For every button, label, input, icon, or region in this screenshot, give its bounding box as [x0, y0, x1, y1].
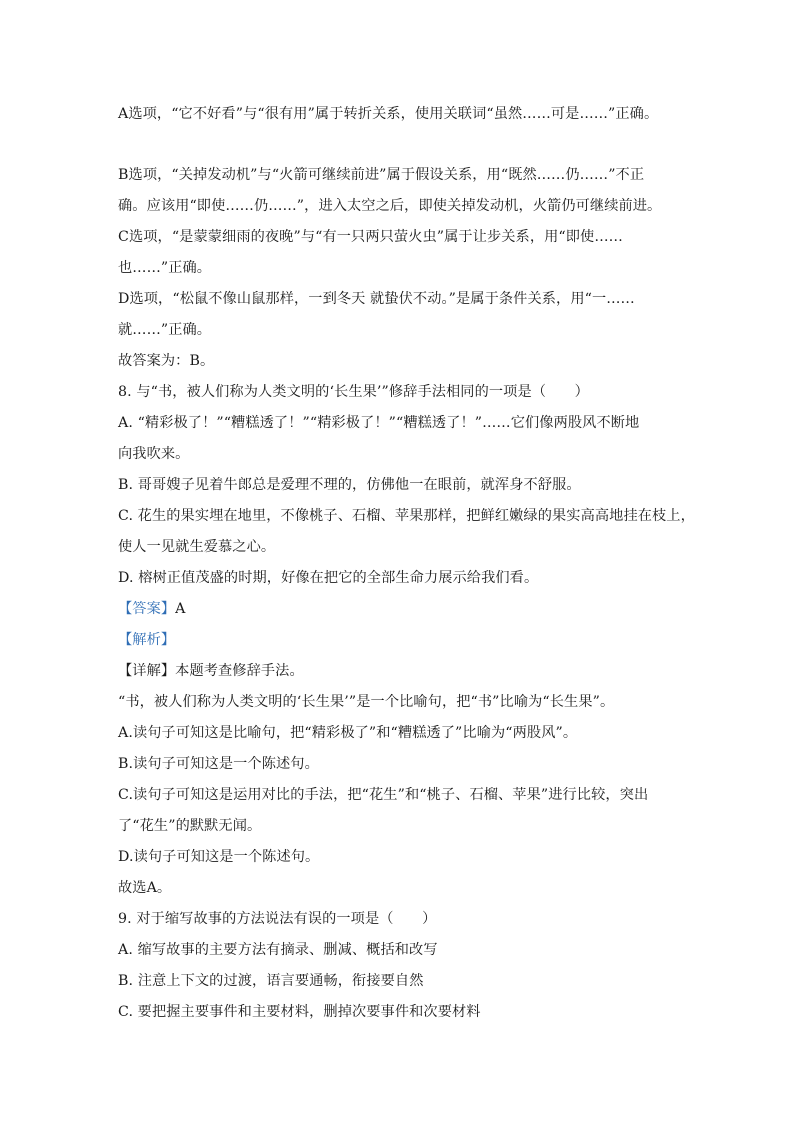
paragraph-line: 故答案为：B。	[118, 353, 215, 369]
paragraph-line: 了“花生”的默默无闻。	[118, 818, 262, 834]
option-line: B. 注意上下文的过渡，语言要通畅，衔接要自然	[118, 973, 424, 989]
option-line: A. 缩写故事的主要方法有摘录、删减、概括和改写	[118, 942, 438, 958]
question-line: 8. 与“书，被人们称为人类文明的‘长生果’”修辞手法相同的一项是（ ）	[118, 384, 589, 400]
paragraph-line: B.读句子可知这是一个陈述句。	[118, 756, 319, 772]
paragraph-line: 故选A。	[118, 880, 172, 896]
option-line: A. “精彩极了！”“糟糕透了！”“精彩极了！”“糟糕透了！”……它们像两股风不断地	[118, 415, 640, 431]
option-line: 向我吹来。	[118, 446, 190, 462]
paragraph-line: A选项，“它不好看”与“很有用”属于转折关系，使用关联词“虽然……可是……”正确。	[118, 106, 659, 122]
option-line: C. 要把握主要事件和主要材料，删掉次要事件和次要材料	[118, 1004, 481, 1020]
detail-tag: 【详解】	[118, 663, 176, 679]
paragraph-line: “书，被人们称为人类文明的‘长生果’”是一个比喻句，把“书”比喻为“长生果”。	[118, 694, 615, 710]
paragraph-line: A.读句子可知这是比喻句，把“精彩极了”和“糟糕透了”比喻为“两股风”。	[118, 725, 578, 741]
paragraph-line: C.读句子可知这是运用对比的手法，把“花生”和“桃子、石榴、苹果”进行比较，突出	[118, 787, 649, 803]
paragraph-line: 就……”正确。	[118, 322, 212, 338]
paragraph-line: D选项，“松鼠不像山鼠那样，一到冬天 就蛰伏不动。”是属于条件关系，用“一……	[118, 291, 635, 307]
answer-tag: 【答案】	[118, 601, 176, 617]
option-line: 使人一见就生爱慕之心。	[118, 539, 276, 555]
question-line: 9. 对于缩写故事的方法说法有误的一项是（ ）	[118, 911, 437, 927]
option-line: C. 花生的果实埋在地里，不像桃子、石榴、苹果那样，把鲜红嫩绿的果实高高地挂在枝上，	[118, 508, 695, 524]
analysis-line	[118, 630, 175, 650]
detail-line	[118, 661, 304, 681]
detail-text: 本题考查修辞手法。	[175, 663, 304, 679]
answer-value: A	[175, 601, 186, 617]
option-line: D. 榕树正值茂盛的时期，好像在把它的全部生命力展示给我们看。	[118, 570, 539, 586]
answer-line	[118, 599, 186, 619]
paragraph-line: 也……”正确。	[118, 260, 212, 276]
paragraph-line: C选项，“是蒙蒙细雨的夜晚”与“有一只两只萤火虫”属于让步关系，用“即使……	[118, 229, 623, 245]
option-line: B. 哥哥嫂子见着牛郎总是爱理不理的，仿佛他一在眼前，就浑身不舒服。	[118, 477, 581, 493]
paragraph-line: B选项，“关掉发动机”与“火箭可继续前进”属于假设关系，用“既然……仍……”不正	[118, 167, 645, 183]
paragraph-line: D.读句子可知这是一个陈述句。	[118, 849, 320, 865]
paragraph-line: 确。应该用“即使……仍……”，进入太空之后，即使关掉发动机，火箭仍可继续前进。	[118, 198, 662, 214]
analysis-tag: 【解析】	[118, 632, 176, 648]
